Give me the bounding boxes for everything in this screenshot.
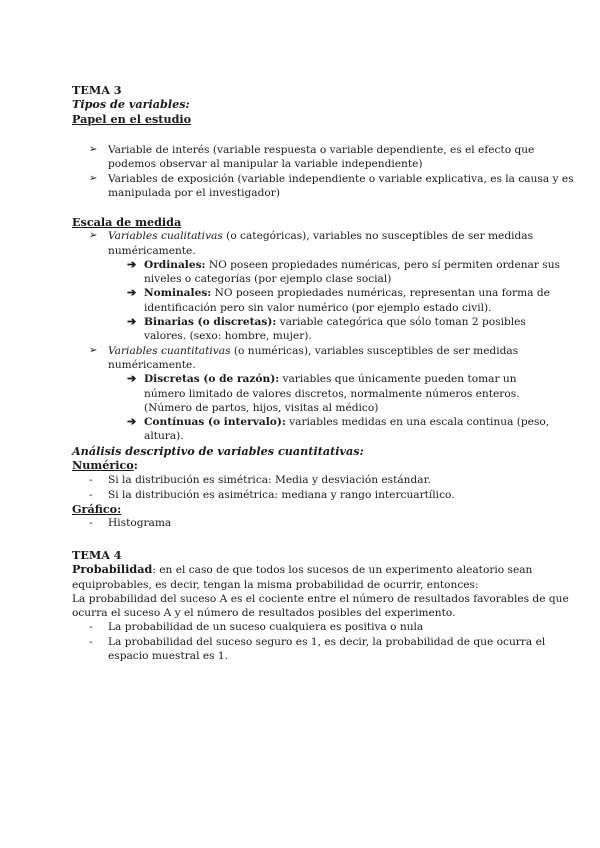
list-item [72, 635, 546, 664]
list-item-line: La probabilidad de un suceso cualquiera es positiva o nula [108, 621, 424, 634]
dash-bullet-icon: - [89, 488, 93, 501]
list-item-line: Variable de interés (variable respuesta o variable dependiente, es el efecto que [108, 144, 535, 156]
escala-section [72, 215, 560, 531]
numerico-heading: Numérico [72, 458, 134, 473]
list-item-line: Histograma [108, 517, 172, 530]
numerico-colon: : [133, 458, 138, 473]
list-item [72, 143, 542, 172]
definition: variable categórica que sólo toman 2 posibles [276, 316, 526, 329]
definition: (o categóricas), variables no susceptibles de ser medidas [222, 230, 534, 243]
term: Nominales: [144, 287, 212, 300]
list-item [72, 473, 542, 487]
arrowhead-bullet-icon: ➢ [89, 230, 98, 242]
list-item-line: valores. (sexo: hombre, mujer). [144, 330, 312, 343]
list-item-line: espacio muestral es 1. [108, 650, 229, 663]
list-item-line: podemos observar al manipular la variable independiente) [108, 158, 423, 171]
arrow-bullet-icon: ➔ [127, 415, 137, 429]
term: Variables cualitativas [108, 230, 223, 243]
list-item-line: numéricamente. [108, 358, 196, 371]
list-item-line: (Número de partos, hijos, visitas al médico) [144, 401, 379, 414]
tema3-title: TEMA 3 [72, 83, 122, 97]
list-item-line: numéricamente. [108, 244, 196, 257]
list-item [72, 620, 542, 634]
list-item-line: Si la distribución es asimétrica: mediana y rango intercuartílico. [108, 488, 455, 501]
arrow-bullet-icon: ➔ [127, 257, 137, 271]
list-item [72, 257, 560, 287]
list-item [72, 488, 542, 502]
list-item [72, 229, 542, 258]
tema4-title: TEMA 4 [72, 548, 122, 562]
term: Probabilidad [72, 562, 153, 577]
list-item [72, 372, 542, 415]
tema3-subtitle: Tipos de variables: [72, 97, 190, 112]
term: Discretas (o de razón): [144, 373, 280, 386]
arrow-bullet-icon: ➔ [127, 315, 137, 329]
paragraph-line: equiprobables, es decir, tengan la misma probabilidad de ocurrir, entonces: [72, 578, 479, 591]
list-item-line: Variables de exposición (variable independiente o variable explicativa, es la causa y es [108, 172, 574, 185]
escala-heading: Escala de medida [72, 215, 182, 229]
list-item-line: altura). [144, 430, 184, 443]
arrowhead-bullet-icon: ➢ [89, 172, 98, 184]
list-item [72, 172, 574, 201]
tema4-section [72, 548, 569, 663]
paragraph-line: La probabilidad del suceso A es el cociente entre el número de resultados favorables de que [72, 592, 569, 605]
tema3-header [72, 83, 542, 126]
list-item-line: niveles o categorías (por ejemplo clase social) [144, 273, 392, 286]
term: Ordinales: [144, 258, 206, 271]
list-item [72, 286, 550, 315]
list-item [72, 415, 550, 444]
list-item [72, 516, 542, 530]
definition: NO poseen propiedades numéricas, pero sí permiten ordenar sus [205, 258, 560, 271]
dash-bullet-icon: - [89, 621, 93, 634]
list-item-line: número limitado de valores discretos, normalmente números enteros. [144, 387, 520, 400]
arrowhead-bullet-icon: ➢ [89, 144, 98, 155]
arrowhead-bullet-icon: ➢ [89, 344, 98, 356]
definition: (o numéricas), variables susceptibles de ser medidas [230, 344, 519, 357]
definition: NO poseen propiedades numéricas, representan una forma de [211, 287, 550, 300]
term: Variables cuantitativas [108, 344, 231, 357]
papel-list [72, 143, 574, 200]
arrow-bullet-icon: ➔ [127, 372, 137, 386]
dash-bullet-icon: - [89, 635, 93, 648]
term: Contínuas (o intervalo): [144, 416, 286, 429]
papel-heading: Papel en el estudio [72, 111, 192, 126]
grafico-heading: Gráfico: [72, 501, 122, 516]
list-item-line: La probabilidad del suceso seguro es 1, es decir, la probabilidad de que ocurra el [108, 635, 546, 648]
definition: variables medidas en una escala continua (peso, [285, 416, 550, 429]
definition: variables que únicamente pueden tomar un [279, 373, 517, 386]
list-item-line: identificación pero sin valor numérico (por ejemplo estado civil). [144, 301, 492, 314]
list-item-line: manipulada por el investigador) [108, 186, 280, 199]
term: Binarias (o discretas): [144, 316, 277, 329]
list-item [72, 315, 542, 344]
arrow-bullet-icon: ➔ [127, 286, 137, 300]
list-item-line: Si la distribución es simétrica: Media y desviación estándar. [108, 474, 431, 487]
list-item [72, 344, 542, 373]
definition: : en el caso de que todos los sucesos de un experimento aleatorio sean [152, 564, 533, 577]
dash-bullet-icon: - [89, 474, 93, 487]
paragraph-line: ocurra el suceso A y el número de resultados posibles del experimento. [72, 607, 456, 620]
analisis-heading: Análisis descriptivo de variables cuantitativas: [72, 443, 364, 458]
dash-bullet-icon: - [89, 517, 93, 530]
